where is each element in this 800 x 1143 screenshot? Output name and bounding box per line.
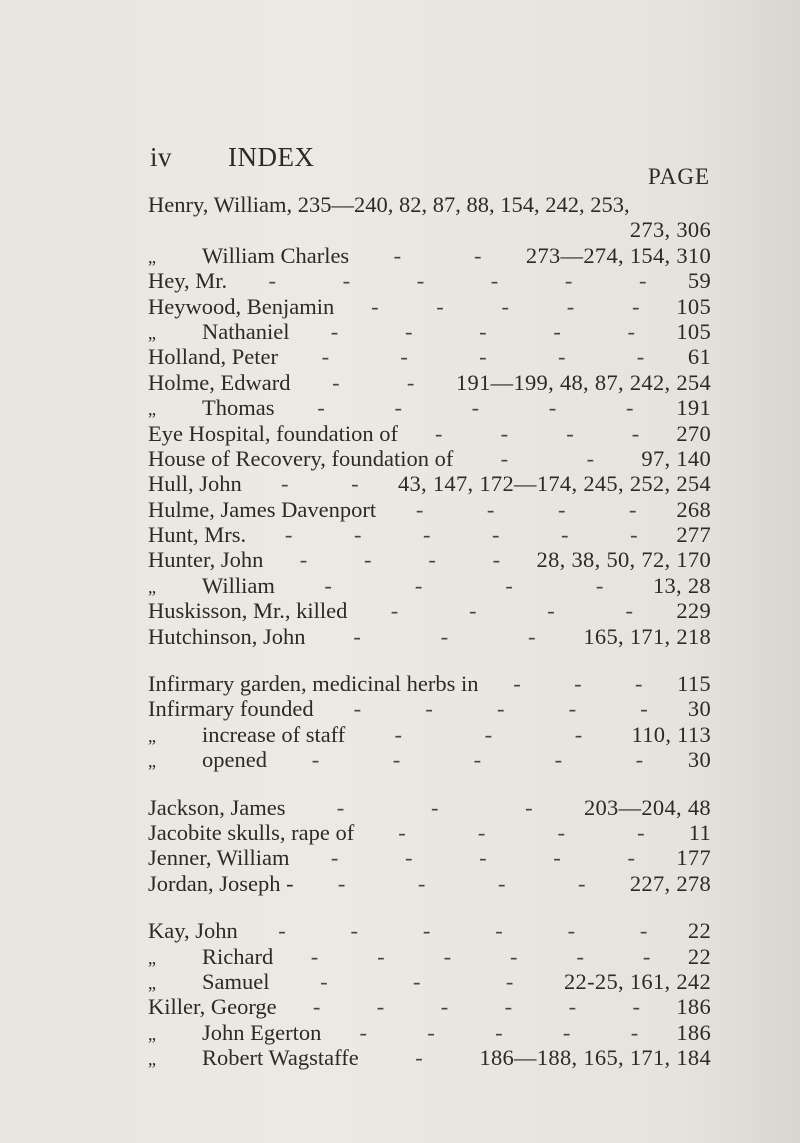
entry-term (148, 871, 294, 896)
index-entry (148, 918, 711, 943)
entry-pages: 268 (676, 496, 711, 522)
running-head (150, 142, 314, 173)
entry-term (148, 696, 314, 721)
entry-pages: 30 (687, 696, 711, 722)
index-entry (148, 598, 711, 623)
entry-term (148, 192, 630, 217)
index-entry (148, 421, 711, 446)
entry-name: increase of staff (202, 721, 346, 747)
entry-pages: 11 (688, 819, 711, 845)
index-entry (148, 243, 711, 268)
index-entry (148, 268, 711, 293)
dash-leader: - - (332, 369, 415, 395)
entry-name: opened (202, 747, 267, 773)
index-entry (148, 294, 711, 319)
dash-leader: - (415, 1045, 423, 1071)
entry-name: John Egerton (202, 1019, 322, 1045)
dash-leader: - - - (394, 721, 583, 747)
ditto-mark: „ (148, 1023, 156, 1044)
dash-leader: - - (500, 445, 595, 471)
dash-leader: - - - - - (353, 696, 648, 722)
entry-pages: 273—274, 154, 310 (525, 242, 711, 268)
index-group (148, 671, 711, 773)
dash-leader: - - - - (398, 819, 645, 845)
dash-leader: - - - - (390, 598, 633, 624)
entry-term (148, 319, 289, 346)
entry-term (148, 370, 290, 395)
ditto-mark: „ (148, 399, 156, 420)
index-entry (148, 497, 711, 522)
entry-pages: 177 (676, 845, 711, 871)
index-entry (148, 624, 711, 649)
entry-name: Hutchinson, John (148, 623, 306, 649)
entry-name: Hey, Mr. (148, 268, 228, 294)
ditto-mark: „ (148, 725, 156, 746)
entry-name: William Charles (202, 242, 350, 268)
entry-term (148, 268, 227, 293)
index-group (148, 918, 711, 1070)
entry-pages: 59 (687, 268, 711, 294)
ditto-mark: „ (148, 246, 156, 267)
entry-name: Hulme, James Davenport (148, 496, 377, 522)
entry-name: Holme, Edward (148, 369, 291, 395)
entry-term (148, 471, 242, 496)
dash-leader: - - - - - - (278, 918, 648, 944)
index-entry (148, 871, 711, 896)
index-entry (148, 395, 711, 420)
index-entry (148, 845, 711, 870)
entry-pages: 186 (676, 1019, 711, 1045)
index-entry (148, 1020, 711, 1045)
page-column-label: PAGE (648, 164, 710, 189)
entry-pages: 203—204, 48 (583, 794, 711, 820)
dash-leader: - - - (353, 623, 536, 649)
index-entry (148, 795, 711, 820)
dash-leader: - - - - - (311, 747, 644, 773)
dash-leader: - - - - (324, 572, 604, 598)
index-entry (148, 820, 711, 845)
dash-leader: - - - - - - (312, 994, 641, 1020)
entry-name: Robert Wagstaffe (202, 1045, 359, 1071)
entry-term (148, 1020, 321, 1047)
dash-leader: - - - - (435, 420, 640, 446)
index-entry (148, 722, 711, 747)
index-entry (148, 192, 711, 217)
entry-pages: 43, 147, 172—174, 245, 252, 254 (397, 471, 711, 497)
entry-term (148, 795, 285, 820)
entry-pages: 191 (676, 395, 711, 421)
dash-leader: - - - - - (321, 344, 645, 370)
index-entry (148, 969, 711, 994)
dash-leader: - - - - - - (284, 522, 638, 548)
entry-name: Infirmary founded (148, 696, 314, 722)
entry-name: Hunter, John (148, 547, 264, 573)
entry-pages: 97, 140 (641, 445, 711, 471)
ditto-mark: „ (148, 947, 156, 968)
entry-term (148, 598, 347, 623)
entry-pages: 229 (676, 598, 711, 624)
entry-pages: 186—188, 165, 171, 184 (479, 1045, 711, 1071)
dash-leader: - - - - - (371, 293, 640, 319)
entry-term (148, 421, 398, 446)
entry-term (148, 624, 306, 649)
entry-name: Nathaniel (202, 318, 290, 344)
entry-term (148, 747, 267, 774)
dash-leader: - - - - - (359, 1019, 639, 1045)
ditto-mark: „ (148, 1049, 156, 1070)
entry-name: Infirmary garden, medicinal herbs in (148, 671, 479, 697)
entry-name: Jordan, Joseph - (148, 870, 294, 896)
dash-leader: - - - - - (330, 845, 635, 871)
entry-name: Hull, John (148, 471, 242, 497)
ditto-mark: „ (148, 322, 156, 343)
dash-leader: - - (281, 471, 359, 497)
entry-term (148, 547, 263, 572)
entry-pages: 115 (677, 671, 711, 697)
entry-term (148, 1045, 359, 1072)
entry-name: Jenner, William (148, 845, 290, 871)
entry-name: Heywood, Benjamin (148, 293, 335, 319)
dash-leader: - - - (320, 968, 514, 994)
page-title: INDEX (228, 142, 315, 172)
index-entry (148, 446, 711, 471)
index-entry (148, 747, 711, 772)
entry-pages: 28, 38, 50, 72, 170 (536, 547, 711, 573)
index-entry (148, 547, 711, 572)
entry-name: Richard (202, 943, 274, 969)
dash-leader: - - - - (337, 870, 586, 896)
entry-name: Henry, William, 235—240, 82, 87, 88, 154, 242, 253, (148, 192, 630, 217)
index-entry (148, 1045, 711, 1070)
entry-term (148, 994, 277, 1019)
entry-term (148, 969, 270, 996)
entry-name: Huskisson, Mr., killed (148, 598, 348, 624)
entry-name: Hunt, Mrs. (148, 522, 247, 548)
ditto-mark: „ (148, 751, 156, 772)
entry-name: Jackson, James (148, 794, 286, 820)
dash-leader: - - - - - - (268, 268, 647, 294)
dash-leader: - - - (513, 671, 643, 697)
ditto-mark: „ (148, 972, 156, 993)
dash-leader: - - - (336, 794, 533, 820)
entry-term (148, 497, 376, 522)
index-entry (148, 370, 711, 395)
entry-name: William (202, 572, 275, 598)
page-folio: iv (150, 142, 173, 172)
entry-term (148, 820, 354, 845)
entry-term (148, 243, 349, 270)
dash-leader: - - - - (299, 547, 501, 573)
index-entry (148, 522, 711, 547)
index-entry (148, 471, 711, 496)
entry-term (148, 671, 479, 696)
entry-pages: 22 (687, 918, 711, 944)
entry-term (148, 446, 453, 471)
index-entry (148, 344, 711, 369)
entry-name: Kay, John (148, 918, 238, 944)
entry-pages: 61 (687, 344, 711, 370)
entry-term (148, 294, 334, 319)
entry-pages: 186 (676, 994, 711, 1020)
dash-leader: - - - - - - (310, 943, 651, 969)
index-entry (148, 671, 711, 696)
index-entry (148, 994, 711, 1019)
entry-name: House of Recovery, foundation of (148, 445, 454, 471)
index-entry (148, 573, 711, 598)
entry-name: Jacobite skulls, rape of (148, 819, 355, 845)
entry-term (148, 573, 275, 600)
dash-leader: - - - - (415, 496, 637, 522)
index-entry (148, 217, 711, 242)
entry-pages: 165, 171, 218 (583, 623, 711, 649)
entry-name: Killer, George (148, 994, 277, 1020)
entry-pages: 105 (676, 293, 711, 319)
entry-name: Thomas (202, 395, 275, 421)
dash-leader: - - - - - (330, 318, 635, 344)
index-group (148, 192, 711, 649)
entry-term (148, 918, 238, 943)
entry-pages: 191—199, 48, 87, 242, 254 (456, 369, 711, 395)
entry-term (148, 344, 278, 369)
entry-pages: 30 (687, 747, 711, 773)
ditto-mark: „ (148, 576, 156, 597)
dash-leader: - - - - - (317, 395, 634, 421)
index-group (148, 795, 711, 897)
entry-pages: 273, 306 (629, 217, 711, 243)
index-list (148, 192, 711, 1093)
entry-pages: 270 (676, 420, 711, 446)
entry-name: Eye Hospital, foundation of (148, 420, 398, 446)
entry-name: Samuel (202, 968, 270, 994)
entry-name: Holland, Peter (148, 344, 278, 370)
entry-pages: 22 (687, 943, 711, 969)
index-entry (148, 696, 711, 721)
entry-pages: 227, 278 (629, 870, 711, 896)
entry-term (148, 722, 345, 749)
index-entry (148, 319, 711, 344)
entry-pages: 105 (676, 318, 711, 344)
entry-term (148, 845, 290, 870)
dash-leader: - - (393, 242, 482, 268)
entry-pages: 277 (676, 522, 711, 548)
entry-term (148, 522, 246, 547)
entry-term (148, 944, 273, 971)
entry-term (148, 395, 275, 422)
index-entry (148, 944, 711, 969)
entry-pages: 13, 28 (652, 572, 711, 598)
entry-pages: 110, 113 (631, 721, 711, 747)
entry-pages: 22-25, 161, 242 (564, 968, 711, 994)
